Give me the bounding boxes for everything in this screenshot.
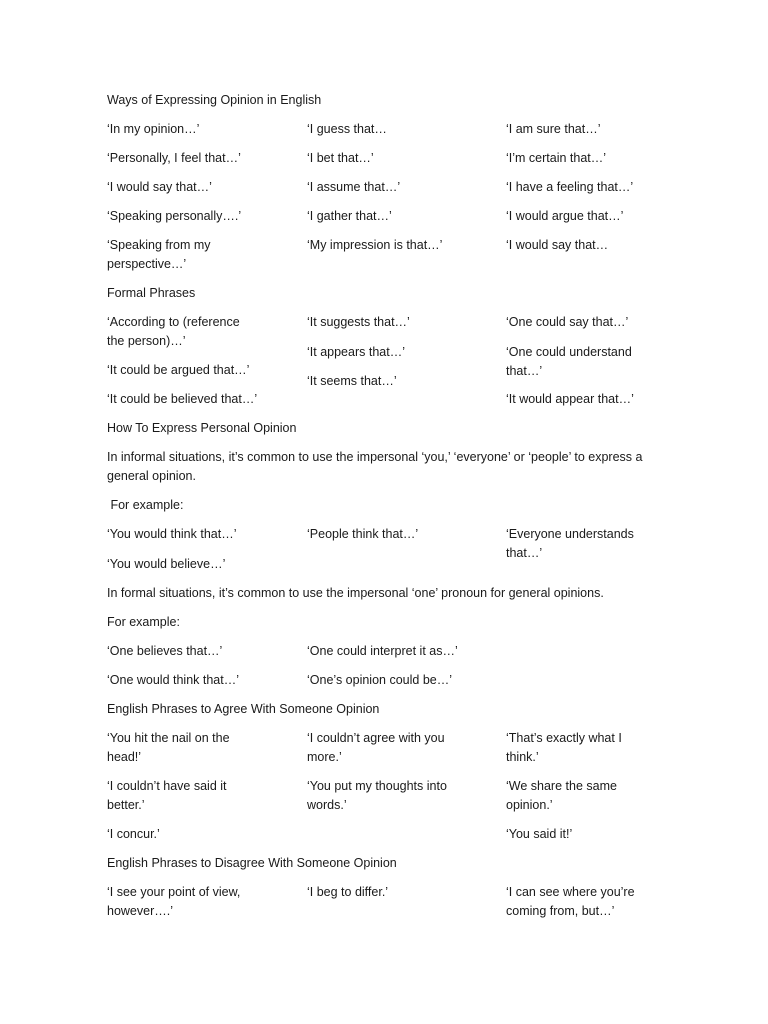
phrase-item: ‘I guess that… — [307, 122, 387, 136]
phrase-item: ‘One’s opinion could be…’ — [307, 673, 453, 687]
phrase-item: ‘I would argue that…’ — [506, 209, 624, 223]
document-title: Ways of Expressing Opinion in English — [107, 93, 322, 107]
phrase-item: ‘I am sure that…’ — [506, 122, 601, 136]
phrase-item: ‘I see your point of view, however….’ — [107, 885, 241, 918]
phrase-item: ‘People think that…’ — [307, 527, 419, 541]
phrase-item: ‘I couldn’t have said it better.’ — [107, 779, 227, 812]
phrase-item: ‘I bet that…’ — [307, 151, 374, 165]
phrase-item: ‘One believes that…’ — [107, 644, 223, 658]
phrase-item: ‘Speaking from my perspective…’ — [107, 238, 211, 271]
phrase-item: ‘It could be argued that…’ — [107, 363, 250, 377]
phrase-item: ‘I assume that…’ — [307, 180, 401, 194]
for-example-label: For example: — [107, 615, 180, 629]
phrase-item: ‘We share the same opinion.’ — [506, 779, 617, 812]
phrase-item: ‘It could be believed that…’ — [107, 392, 258, 406]
phrase-item: ‘I can see where you’re coming from, but…’ — [506, 885, 635, 918]
phrase-item: ‘It appears that…’ — [307, 345, 405, 359]
phrase-item: ‘You hit the nail on the head!’ — [107, 731, 230, 764]
phrase-item: ‘According to (reference the person)…’ — [107, 315, 240, 348]
phrase-item: ‘Speaking personally….’ — [107, 209, 242, 223]
phrase-item: ‘It would appear that…’ — [506, 392, 634, 406]
phrase-item: ‘I would say that…’ — [107, 180, 212, 194]
section-heading-personal: How To Express Personal Opinion — [107, 421, 297, 435]
phrase-item: ‘My impression is that…’ — [307, 238, 443, 252]
phrase-item: ‘You put my thoughts into words.’ — [307, 779, 447, 812]
phrase-item: ‘You said it!’ — [506, 827, 573, 841]
formal-paragraph: In formal situations, it’s common to use the impersonal ‘one’ pronoun for general opinions. — [107, 586, 604, 600]
phrase-item: ‘In my opinion…’ — [107, 122, 200, 136]
phrase-item: ‘I couldn’t agree with you more.’ — [307, 731, 445, 764]
phrase-item: ‘Everyone understands that…’ — [506, 527, 634, 560]
for-example-label: For example: — [107, 498, 184, 512]
phrase-item: ‘It seems that…’ — [307, 374, 397, 388]
phrase-item: ‘I have a feeling that…’ — [506, 180, 634, 194]
section-heading-agree: English Phrases to Agree With Someone Opinion — [107, 702, 380, 716]
phrase-item: ‘Personally, I feel that…’ — [107, 151, 241, 165]
phrase-item: ‘I concur.’ — [107, 827, 160, 841]
phrase-item: ‘One would think that…’ — [107, 673, 240, 687]
phrase-item: ‘One could understand that…’ — [506, 345, 632, 378]
section-heading-disagree: English Phrases to Disagree With Someone Opinion — [107, 856, 397, 870]
section-heading-formal: Formal Phrases — [107, 286, 196, 300]
informal-paragraph: In informal situations, it’s common to use the impersonal ‘you,’ ‘everyone’ or ‘people’ to express a general opinion. — [107, 450, 643, 483]
phrase-item: ‘It suggests that…’ — [307, 315, 410, 329]
phrase-item: ‘You would think that…’ — [107, 527, 237, 541]
phrase-item: ‘I’m certain that…’ — [506, 151, 607, 165]
phrase-item: ‘That’s exactly what I think.’ — [506, 731, 622, 764]
phrase-item: ‘You would believe…’ — [107, 557, 226, 571]
phrase-item: ‘One could say that…’ — [506, 315, 629, 329]
phrase-item: ‘I would say that… — [506, 238, 609, 252]
phrase-item: ‘One could interpret it as…’ — [307, 644, 458, 658]
phrase-item: ‘I gather that…’ — [307, 209, 392, 223]
phrase-item: ‘I beg to differ.’ — [307, 885, 389, 899]
